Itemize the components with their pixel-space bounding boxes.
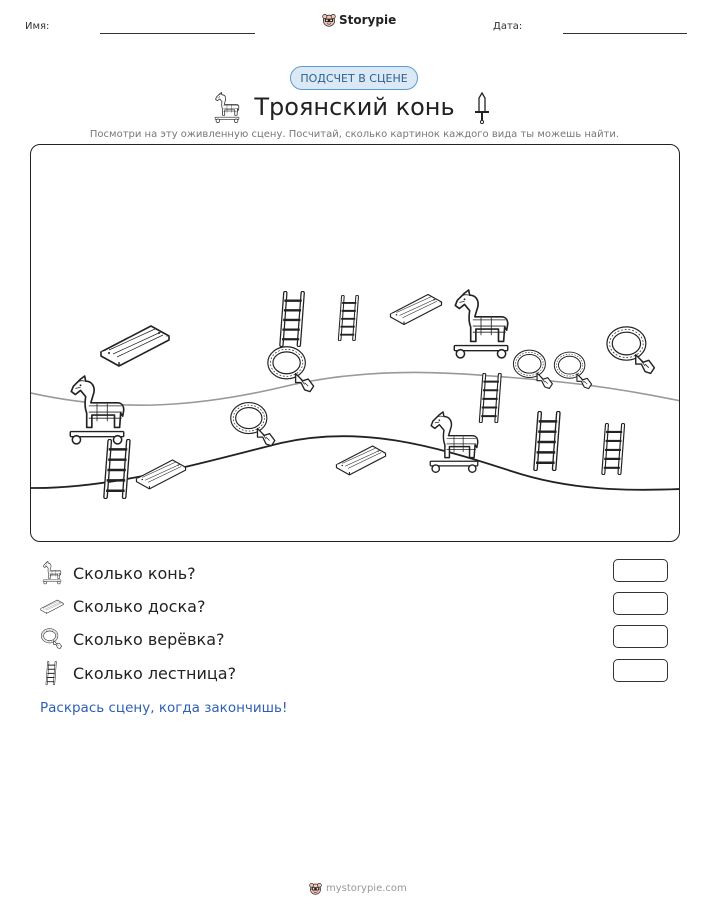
scene-plank — [136, 460, 185, 489]
rope-icon — [40, 627, 64, 651]
scene-plank — [336, 446, 385, 475]
site-footer — [309, 882, 407, 895]
question-text: Сколько конь? — [73, 563, 196, 583]
answer-box-plank[interactable] — [613, 592, 668, 615]
scene-horse — [454, 290, 507, 358]
horse-icon — [40, 561, 64, 585]
scene-horse — [430, 412, 478, 472]
question-plank — [40, 592, 205, 620]
scene-rope — [610, 330, 655, 374]
instructions: Посмотри на эту оживленную сцену. Посчитай, сколько картинок каждого вида ты можешь найти. — [89, 129, 620, 140]
scene-ladder — [281, 293, 302, 345]
name-label: Имя: — [25, 21, 50, 32]
scene-ladder — [340, 297, 357, 340]
page-title: Троянский конь — [254, 93, 455, 121]
question-text: Сколько лестница? — [73, 663, 237, 683]
scene-ladder — [106, 441, 129, 497]
scene-rope — [233, 405, 275, 446]
question-ladder — [40, 659, 236, 687]
scene-ladder — [481, 375, 500, 422]
storypie-logo — [322, 13, 396, 27]
question-text: Сколько доска? — [73, 596, 206, 616]
scene-horse — [70, 376, 123, 444]
scene-ladder — [603, 425, 623, 473]
answer-box-horse[interactable] — [613, 559, 668, 582]
name-line[interactable] — [100, 33, 255, 34]
answer-box-rope[interactable] — [613, 625, 668, 648]
mascot-icon — [322, 13, 336, 27]
question-rope — [40, 625, 224, 653]
scene-plank — [101, 326, 169, 366]
scene-illustration — [31, 145, 680, 542]
scene-rope — [516, 352, 553, 388]
brand-name: Storypie — [339, 13, 397, 27]
mascot-icon — [309, 882, 322, 895]
counting-scene — [30, 144, 680, 542]
coloring-note: Раскрась сцену, когда закончишь! — [40, 700, 288, 716]
site-url: mystorypie.com — [326, 883, 407, 894]
sword-icon — [472, 92, 492, 124]
plank-icon — [40, 594, 64, 618]
scene-ladder — [536, 413, 559, 469]
answer-box-ladder[interactable] — [613, 659, 668, 682]
activity-badge: ПОДСЧЕТ В СЦЕНЕ — [290, 66, 418, 90]
scene-plank — [391, 295, 442, 325]
date-label: Дата: — [493, 21, 523, 32]
date-line[interactable] — [563, 33, 687, 34]
ladder-icon — [40, 661, 64, 685]
question-horse — [40, 559, 196, 587]
question-text: Сколько верёвка? — [73, 629, 225, 649]
